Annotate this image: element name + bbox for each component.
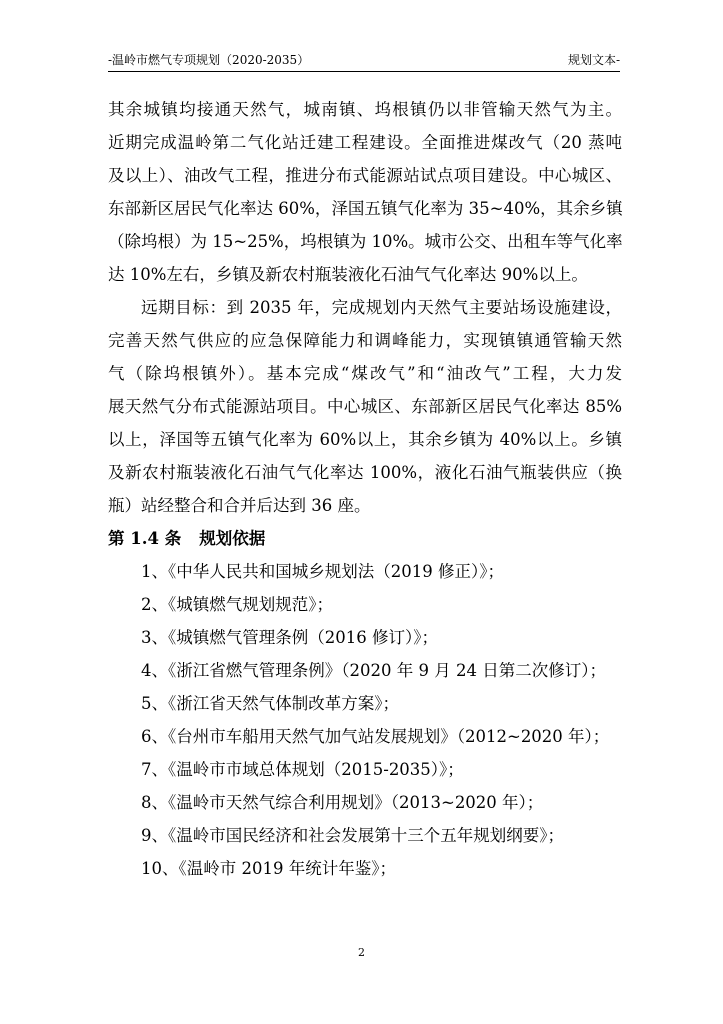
text-line: 气（除坞根镇外）。基本完成“煤改气”和“油改气”工程，大力发 [108,364,622,383]
list-item: 2、《城镇燃气规划规范》； [141,595,333,614]
list-item: 6、《台州市车船用天然气加气站发展规划》（2012~2020 年）； [141,727,610,746]
text-line: 近期完成温岭第二气化站迁建工程建设。全面推进煤改气（20 蒸吨 [108,133,622,152]
text-line: 完善天然气供应的应急保障能力和调峰能力，实现镇镇通管输天然 [108,331,622,350]
list-item: 1、《中华人民共和国城乡规划法（2019 修正）》； [141,562,504,581]
page-number: 2 [358,946,365,959]
paragraph-near-term [108,93,622,291]
list-item: 7、《温岭市市域总体规划（2015-2035）》； [141,760,464,779]
text-line: （除坞根）为 15~25%，坞根镇为 10%。城市公交、出租车等气化率 [108,232,623,251]
list-item: 9、《温岭市国民经济和社会发展第十三个五年规划纲要》； [141,826,564,845]
text-line: 其余城镇均接通天然气，城南镇、坞根镇仍以非管输天然气为主。 [108,100,622,119]
paragraph-long-term [108,291,622,522]
text-line: 东部新区居民气化率达 60%，泽国五镇气化率为 35~40%，其余乡镇 [108,199,623,218]
text-line: 及新农村瓶装液化石油气气化率达 100%，液化石油气瓶装供应（换 [108,463,622,482]
text-line: 展天然气分布式能源站项目。中心城区、东部新区居民气化率达 85% [108,397,622,416]
page-body [108,93,622,885]
section-number: 第 1.4 条 [108,529,182,548]
text-line: 以上，泽国等五镇气化率为 60%以上，其余乡镇为 40%以上。乡镇 [108,430,622,449]
list-item: 5、《浙江省天然气体制改革方案》； [141,694,399,713]
header-document-title: -温岭市燃气专项规划（2020-2035） [108,53,310,67]
header-document-type: 规划文本- [567,53,620,67]
text-line: 远期目标：到 2035 年，完成规划内天然气主要站场设施建设， [141,298,622,317]
section-heading [108,522,622,555]
basis-list [108,555,622,885]
text-line: 达 10%左右，乡镇及新农村瓶装液化石油气气化率达 90%以上。 [108,265,588,284]
list-item: 8、《温岭市天然气综合利用规划》（2013~2020 年）； [141,793,544,812]
section-title: 规划依据 [199,529,266,548]
page-header [108,50,620,72]
text-line: 瓶）站经整合和合并后达到 36 座。 [108,496,371,515]
text-line: 及以上）、油改气工程，推进分布式能源站试点项目建设。中心城区、 [108,166,622,185]
list-item: 10、《温岭市 2019 年统计年鉴》； [141,859,396,878]
list-item: 3、《城镇燃气管理条例（2016 修订）》； [141,628,438,647]
list-item: 4、《浙江省燃气管理条例》（2020 年 9 月 24 日第二次修订）； [141,661,606,680]
